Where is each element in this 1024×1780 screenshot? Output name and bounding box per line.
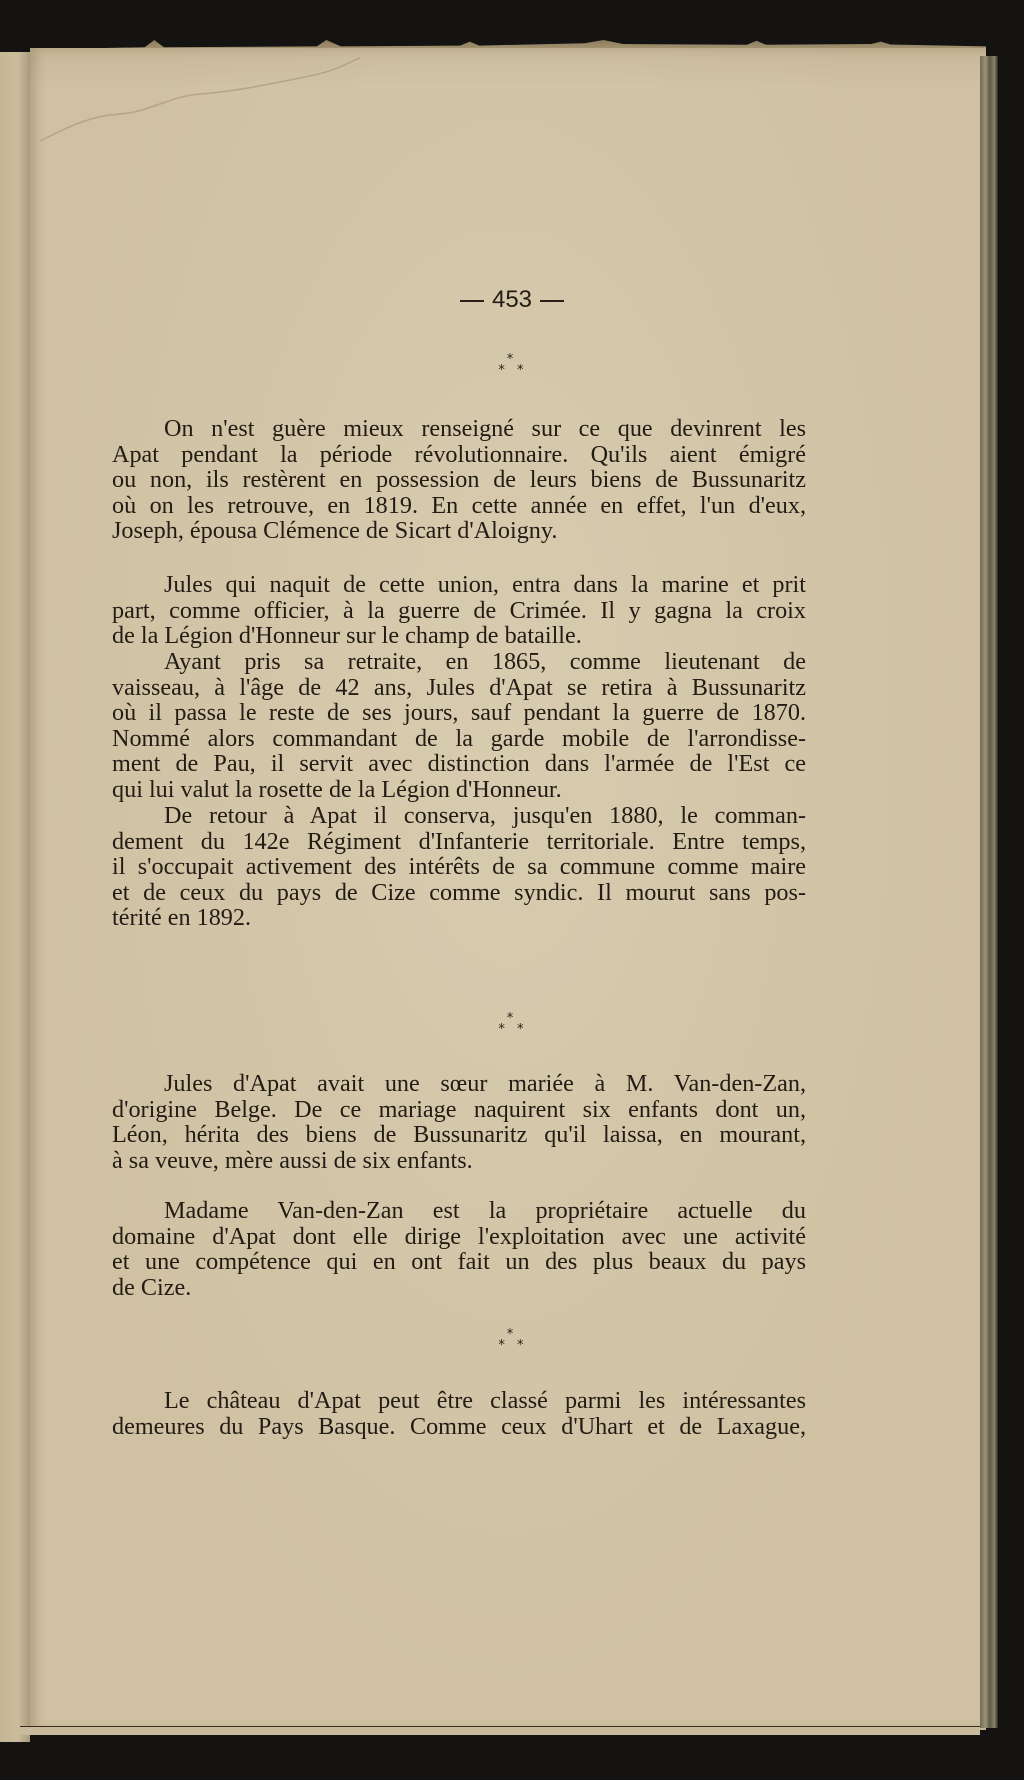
- text-line: demeures du Pays Basque. Comme ceux d'Uhart et de Laxague,: [112, 1412, 806, 1440]
- paragraph: [112, 416, 806, 544]
- paragraph: [112, 1388, 806, 1439]
- text-line: ment de Pau, il servit avec distinction dans l'armée de l'Est ce: [112, 750, 806, 778]
- paragraph: [112, 1198, 806, 1300]
- page-number-value: 453: [491, 286, 533, 313]
- text-line: ou non, ils restèrent en possession de leurs biens de Bussunaritz: [112, 466, 806, 494]
- text-line: Nommé alors commandant de la garde mobile de l'arrondisse-: [112, 724, 806, 752]
- text-line: d'origine Belge. De ce mariage naquirent six enfants dont un,: [112, 1095, 806, 1123]
- asterism-bottom: * *: [498, 1338, 528, 1353]
- paper-tear-line: [30, 56, 490, 146]
- text-line: térité en 1892.: [112, 904, 252, 932]
- asterism-top: *: [506, 1327, 514, 1342]
- paragraph: [112, 803, 806, 931]
- asterism-bottom: * *: [498, 1022, 528, 1037]
- paragraph: [112, 649, 806, 803]
- text-line: il s'occupait activement des intérêts de sa commune comme maire: [112, 853, 806, 881]
- text-line: qui lui valut la rosette de la Légion d'Honneur.: [112, 775, 562, 803]
- text-line: Le château d'Apat peut être classé parmi les intéressantes: [164, 1387, 806, 1414]
- page-number: [0, 286, 1024, 314]
- text-line: Léon, hérita des biens de Bussunaritz qu'il laissa, en mourant,: [112, 1121, 806, 1149]
- text-line: et de ceux du pays de Cize comme syndic. Il mourut sans pos-: [112, 878, 806, 906]
- text-line: Jules qui naquit de cette union, entra dans la marine et prit: [164, 571, 806, 598]
- text-line: domaine d'Apat dont elle dirige l'exploitation avec une activité: [112, 1222, 806, 1250]
- text-line: Joseph, épousa Clémence de Sicart d'Aloigny.: [112, 517, 558, 545]
- asterism-top: *: [506, 352, 514, 367]
- text-line: De retour à Apat il conserva, jusqu'en 1880, le comman-: [164, 802, 806, 829]
- page-number-dash-right: [540, 300, 564, 302]
- page-number-dash-left: [460, 300, 484, 302]
- text-line: Jules d'Apat avait une sœur mariée à M. Van-den-Zan,: [164, 1070, 806, 1097]
- text-line: vaisseau, à l'âge de 42 ans, Jules d'Apat se retira à Bussunaritz: [112, 673, 806, 701]
- text-line: Ayant pris sa retraite, en 1865, comme lieutenant de: [164, 648, 806, 675]
- text-line: part, comme officier, à la guerre de Crimée. Il y gagna la croix: [112, 596, 806, 624]
- section-asterism: [0, 354, 1024, 376]
- section-asterism: [0, 1329, 1024, 1351]
- paragraph: [112, 572, 806, 649]
- text-line: de Cize.: [112, 1273, 192, 1301]
- asterism-top: *: [506, 1011, 514, 1026]
- text-line: Apat pendant la période révolutionnaire. Qu'ils aient émigré: [112, 440, 806, 468]
- text-line: dement du 142e Régiment d'Infanterie territoriale. Entre temps,: [112, 827, 806, 855]
- text-line: et une compétence qui en ont fait un des plus beaux du pays: [112, 1248, 806, 1276]
- page-bottom-edge: [20, 1726, 980, 1735]
- text-line: On n'est guère mieux renseigné sur ce que devinrent les: [164, 415, 806, 442]
- text-line: Madame Van-den-Zan est la propriétaire actuelle du: [164, 1197, 806, 1224]
- paragraph: [112, 1071, 806, 1173]
- text-line: où on les retrouve, en 1819. En cette année en effet, l'un d'eux,: [112, 491, 806, 519]
- text-line: où il passa le reste de ses jours, sauf pendant la guerre de 1870.: [112, 699, 806, 727]
- section-asterism: [0, 1013, 1024, 1035]
- asterism-bottom: * *: [498, 363, 528, 378]
- text-line: de la Légion d'Honneur sur le champ de bataille.: [112, 622, 582, 650]
- text-line: à sa veuve, mère aussi de six enfants.: [112, 1146, 473, 1174]
